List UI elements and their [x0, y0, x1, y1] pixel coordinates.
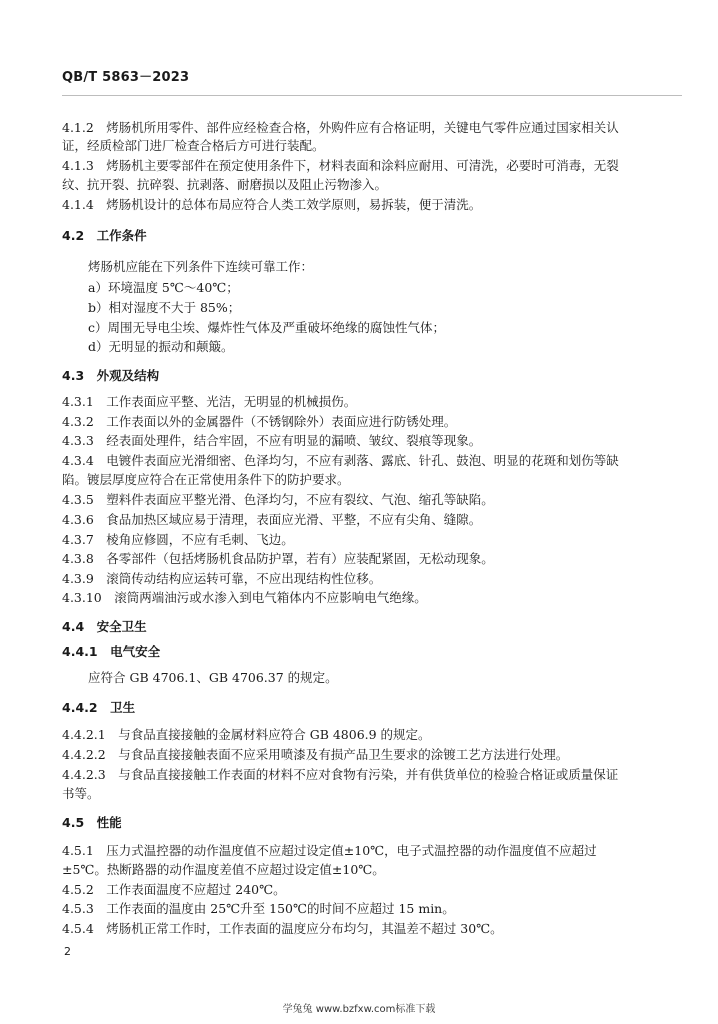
clause-4-5-2: 4.5.2 工作表面温度不应超过 240℃。: [62, 882, 286, 897]
clause-4-1-3-cont: 纹、抗开裂、抗碎裂、抗剥落、耐磨损以及阻止污物渗入。: [62, 177, 388, 192]
subsection-heading-4-4-1: 4.4.1 电气安全: [62, 644, 161, 659]
clause-4-3-6: 4.3.6 食品加热区域应易于清理，表面应光滑、平整，不应有尖角、缝隙。: [62, 512, 482, 527]
clause-4-3-2: 4.3.2 工作表面以外的金属器件（不锈钢除外）表面应进行防锈处理。: [62, 414, 457, 429]
clause-4-3-5: 4.3.5 塑料件表面应平整光滑、色泽均匀，不应有裂纹、气泡、缩孔等缺陷。: [62, 492, 494, 507]
clause-4-5-3: 4.5.3 工作表面的温度由 25℃升至 150℃的时间不应超过 15 min。: [62, 901, 455, 916]
subsection-heading-4-4-2: 4.4.2 卫生: [62, 700, 136, 715]
work-conditions-intro: 烤肠机应能在下列条件下连续可靠工作：: [88, 259, 314, 274]
clause-4-4-2-2: 4.4.2.2 与食品直接接触表面不应采用喷漆及有损产品卫生要求的涂镀工艺方法进行处理。: [62, 747, 569, 762]
condition-d: d）无明显的振动和颠簸。: [88, 339, 234, 354]
clause-4-3-4: 4.3.4 电镀件表面应光滑细密、色泽均匀，不应有剥落、露底、针孔、鼓泡、明显的花斑和划伤等缺: [62, 453, 619, 468]
clause-4-4-2-3-cont: 书等。: [62, 786, 100, 801]
condition-a: a）环境温度 5℃～40℃；: [88, 280, 239, 295]
section-heading-4-4: 4.4 安全卫生: [62, 619, 147, 634]
clause-4-5-4: 4.5.4 烤肠机正常工作时，工作表面的温度应分布均匀，其温差不超过 30℃。: [62, 921, 503, 936]
clause-4-3-10: 4.3.10 滚筒两端油污或水渗入到电气箱体内不应影响电气绝缘。: [62, 590, 427, 605]
clause-4-1-3: 4.1.3 烤肠机主要零部件在预定使用条件下，材料表面和涂料应耐用、可清洗，必要时可消毒，无裂: [62, 158, 619, 173]
clause-4-3-7: 4.3.7 棱角应修圆，不应有毛刺、飞边。: [62, 532, 294, 547]
condition-b: b）相对湿度不大于 85%；: [88, 300, 241, 315]
clause-4-1-4: 4.1.4 烤肠机设计的总体布局应符合人类工效学原则，易拆装，便于清洗。: [62, 197, 482, 212]
clause-4-4-2-3: 4.4.2.3 与食品直接接触工作表面的材料不应对食物有污染，并有供货单位的检验合格证或质量保证: [62, 767, 619, 782]
clause-4-5-1: 4.5.1 压力式温控器的动作温度值不应超过设定值±10℃，电子式温控器的动作温度值不应超过: [62, 843, 597, 858]
condition-c: c）周围无导电尘埃、爆炸性气体及严重破坏绝缘的腐蚀性气体；: [88, 320, 446, 335]
clause-4-3-4-cont: 陷。镀层厚度应符合在正常使用条件下的防护要求。: [62, 472, 350, 487]
clause-4-4-2-1: 4.4.2.1 与食品直接接触的金属材料应符合 GB 4806.9 的规定。: [62, 727, 431, 742]
clause-4-3-1: 4.3.1 工作表面应平整、光洁，无明显的机械损伤。: [62, 394, 357, 409]
electrical-safety-text: 应符合 GB 4706.1、GB 4706.37 的规定。: [88, 670, 338, 685]
clause-4-3-9: 4.3.9 滚筒传动结构应运转可靠，不应出现结构性位移。: [62, 571, 382, 586]
section-heading-4-2: 4.2 工作条件: [62, 228, 147, 243]
clause-4-1-2-cont: 证，经质检部门进厂检查合格后方可进行装配。: [62, 138, 325, 153]
header-divider: [62, 95, 682, 96]
section-heading-4-5: 4.5 性能: [62, 815, 122, 830]
clause-4-1-2: 4.1.2 烤肠机所用零件、部件应经检查合格，外购件应有合格证明，关键电气零件应通过国家相关认: [62, 120, 619, 135]
footer-watermark: 学兔兔 www.bzfxw.com标准下载: [282, 1004, 436, 1015]
section-heading-4-3: 4.3 外观及结构: [62, 368, 160, 383]
clause-4-3-3: 4.3.3 经表面处理件，结合牢固，不应有明显的漏喷、皱纹、裂痕等现象。: [62, 433, 482, 448]
clause-4-5-1-cont: ±5℃。热断路器的动作温度差值不应超过设定值±10℃。: [62, 862, 385, 877]
standard-code: QB/T 5863－2023: [62, 70, 190, 85]
page-number: 2: [64, 945, 71, 958]
clause-4-3-8: 4.3.8 各零部件（包括烤肠机食品防护罩，若有）应装配紧固，无松动现象。: [62, 551, 494, 566]
